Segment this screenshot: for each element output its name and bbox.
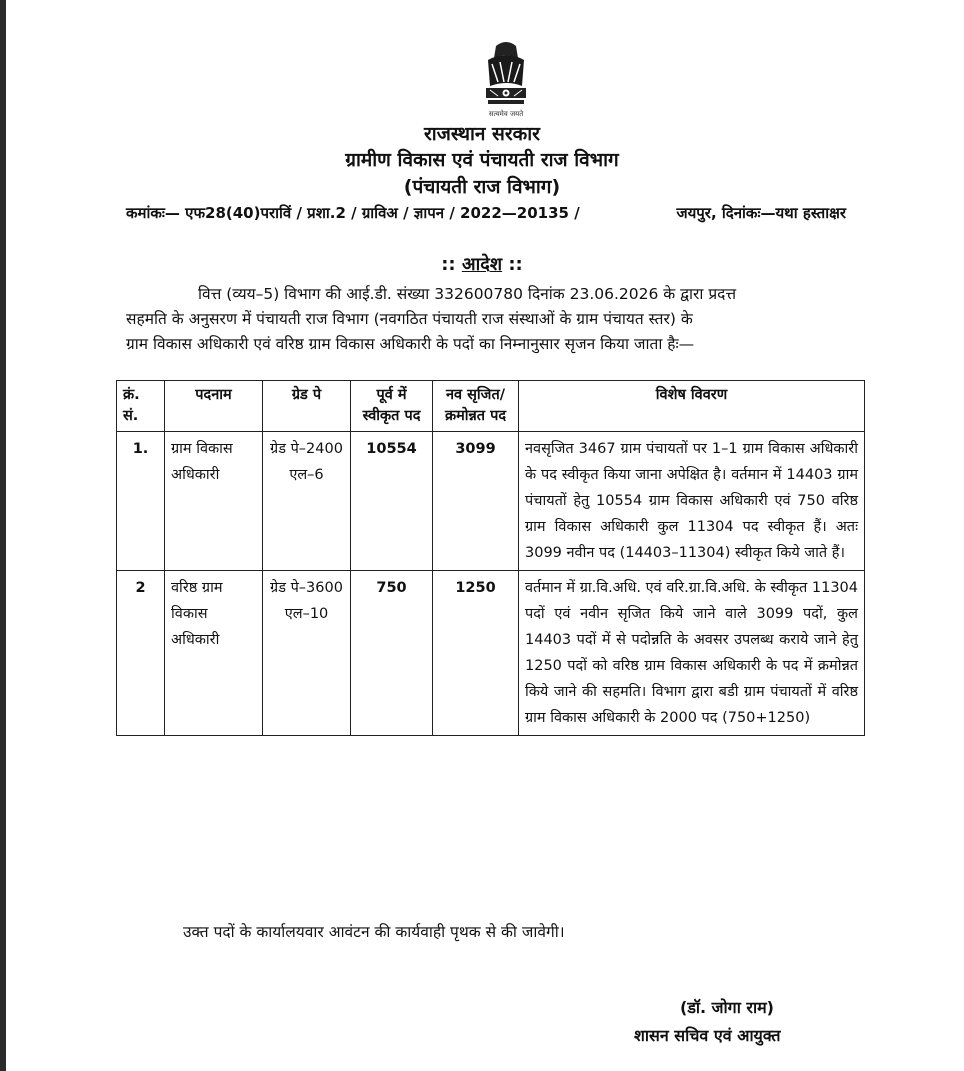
table-row	[117, 432, 865, 571]
emblem-motto: सत्यमेव जयते	[488, 110, 524, 118]
order-title-word: आदेश	[461, 254, 503, 275]
body-line: सहमति के अनुसरण में पंचायती राज विभाग (नवगठित पंचायती राज संस्थाओं के ग्राम पंचायत स्तर) के	[126, 310, 693, 328]
signatory-designation: शासन सचिव एवं आयुक्त	[634, 1026, 781, 1045]
place-date: जयपुर, दिनांकः—यथा हस्ताक्षर	[676, 204, 846, 222]
cell-post: वरिष्ठ ग्राम विकास अधिकारी	[165, 571, 263, 736]
cell-grade-pay: ग्रेड पे–3600 एल–10	[263, 571, 351, 736]
cell-details: नवसृजित 3467 ग्राम पंचायतों पर 1–1 ग्राम विकास अधिकारी के पद स्वीकृत किया जाना अपेक्षित है। वर्तमान में 14403 ग्राम पंचायतों हेतु 10554 ग्राम विकास अधिकारी एवं 750 वरिष्ठ ग्राम विकास अधिकारी कुल 11304 पद स्वीकृत हैं। अतः 3099 नवीन पद (14403–11304) स्वीकृत किये जाते हैं।	[519, 432, 865, 571]
order-title-prefix: ::	[441, 254, 462, 275]
order-title	[0, 252, 964, 276]
body-line: ग्राम विकास अधिकारी एवं वरिष्ठ ग्राम विकास अधिकारी के पदों का निम्नानुसार सृजन किया जाता हैः—	[126, 335, 695, 353]
cell-sno: 2	[117, 571, 165, 736]
signatory-name: (डॉ. जोगा राम)	[680, 998, 774, 1017]
reference-line	[126, 203, 846, 223]
cell-new: 1250	[433, 571, 519, 736]
header-grade-pay: ग्रेड पे	[263, 381, 351, 432]
department-name: ग्रामीण विकास एवं पंचायती राज विभाग	[345, 149, 619, 171]
posts-table	[116, 380, 865, 736]
ashoka-emblem-icon	[478, 38, 534, 120]
cell-sno: 1.	[117, 432, 165, 571]
cell-existing: 10554	[351, 432, 433, 571]
body-line: वित्त (व्यय–5) विभाग की आई.डी. संख्या 332600780 दिनांक 23.06.2026 के द्वारा प्रदत्त	[198, 285, 737, 303]
sub-department-name: (पंचायती राज विभाग)	[403, 176, 561, 198]
government-name: राजस्थान सरकार	[424, 123, 540, 145]
header-existing: पूर्व में स्वीकृत पद	[351, 381, 433, 432]
cell-grade-pay: ग्रेड पे–2400 एल–6	[263, 432, 351, 571]
order-body	[126, 282, 906, 357]
order-title-suffix: ::	[502, 254, 523, 275]
header-post: पदनाम	[165, 381, 263, 432]
table-header-row	[117, 381, 865, 432]
header-new: नव सृजित/ क्रमोन्नत पद	[433, 381, 519, 432]
reference-number: कमांकः— एफ28(40)पराविं / प्रशा.2 / ग्राविअ / ज्ञापन / 2022—20135 /	[126, 204, 580, 222]
cell-details: वर्तमान में ग्रा.वि.अधि. एवं वरि.ग्रा.वि.अधि. के स्वीकृत 11304 पदों एवं नवीन सृजित किये जाने वाले 3099 पदों, कुल 14403 पदों में से पदोन्नति के अवसर उपलब्ध कराये जाने हेतु 1250 पदों को वरिष्ठ ग्राम विकास अधिकारी के पद में क्रमोन्नत किये जाने की सहमति। विभाग द्वारा बडी ग्राम पंचायतों में वरिष्ठ ग्राम विकास अधिकारी के 2000 पद (750+1250)	[519, 571, 865, 736]
table-row	[117, 571, 865, 736]
closing-note: उक्त पदों के कार्यालयवार आवंटन की कार्यवाही पृथक से की जावेगी।	[183, 923, 565, 941]
cell-new: 3099	[433, 432, 519, 571]
header-details: विशेष विवरण	[519, 381, 865, 432]
cell-existing: 750	[351, 571, 433, 736]
header-sno: क्रं. सं.	[117, 381, 165, 432]
cell-post: ग्राम विकास अधिकारी	[165, 432, 263, 571]
